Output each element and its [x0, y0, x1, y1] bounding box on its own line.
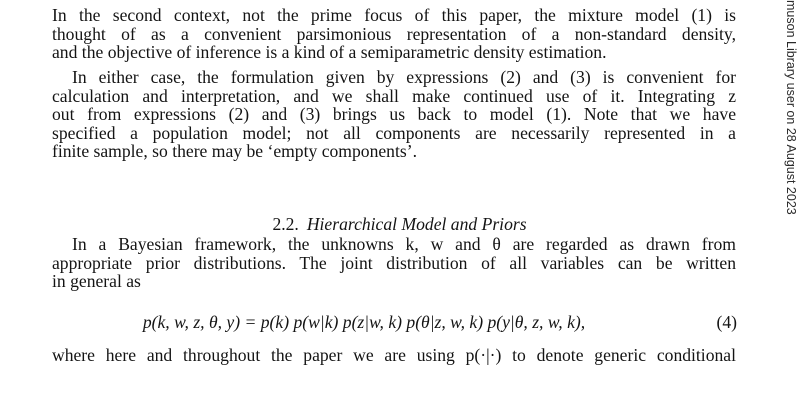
- section-heading: [0, 214, 799, 234]
- text-line: calculation and interpretation, and we shall make continued use of it. Integrating z: [52, 85, 736, 106]
- text-line: where here and throughout the paper we are using p(·|·) to denote generic conditional: [52, 345, 736, 365]
- text-line: In either case, the formulation given by expressions (2) and (3) is convenient for: [72, 67, 736, 87]
- text-line: In the second context, not the prime focus of this paper, the mixture model (1) is: [52, 5, 736, 25]
- equation-joint-distribution: p(k, w, z, θ, y) = p(k) p(w|k) p(z|w, k) p(θ|z, w, k) p(y|θ, z, w, k),: [142, 312, 586, 332]
- text-line: In a Bayesian framework, the unknowns k, w and θ are regarded as drawn from: [72, 234, 736, 254]
- watermark-text: muson Library user on 28 August 2023: [784, 0, 798, 215]
- text-line: specified a population model; not all components are necessarily represented in a: [52, 122, 736, 143]
- paragraph-formulation: [52, 68, 736, 161]
- paragraph-bayesian: [52, 235, 736, 291]
- paragraph-notation: [52, 346, 736, 365]
- text-line: and the objective of inference is a kind of a semiparametric density estimation.: [52, 42, 607, 62]
- text-line: thought of as a convenient parsimonious representation of a non-standard density,: [52, 23, 736, 44]
- text-line: appropriate prior distributions. The joint distribution of all variables can be written: [52, 252, 736, 273]
- equation-number: (4): [716, 312, 737, 332]
- section-number: 2.2.: [272, 214, 299, 234]
- text-line: in general as: [52, 271, 141, 291]
- text-line: out from expressions (2) and (3) brings us back to model (1). Note that we have: [52, 104, 736, 124]
- text-line: finite sample, so there may be ‘empty components’.: [52, 141, 417, 161]
- download-watermark: [780, 0, 798, 403]
- section-title: Hierarchical Model and Priors: [306, 214, 527, 234]
- paragraph-context: [52, 6, 736, 62]
